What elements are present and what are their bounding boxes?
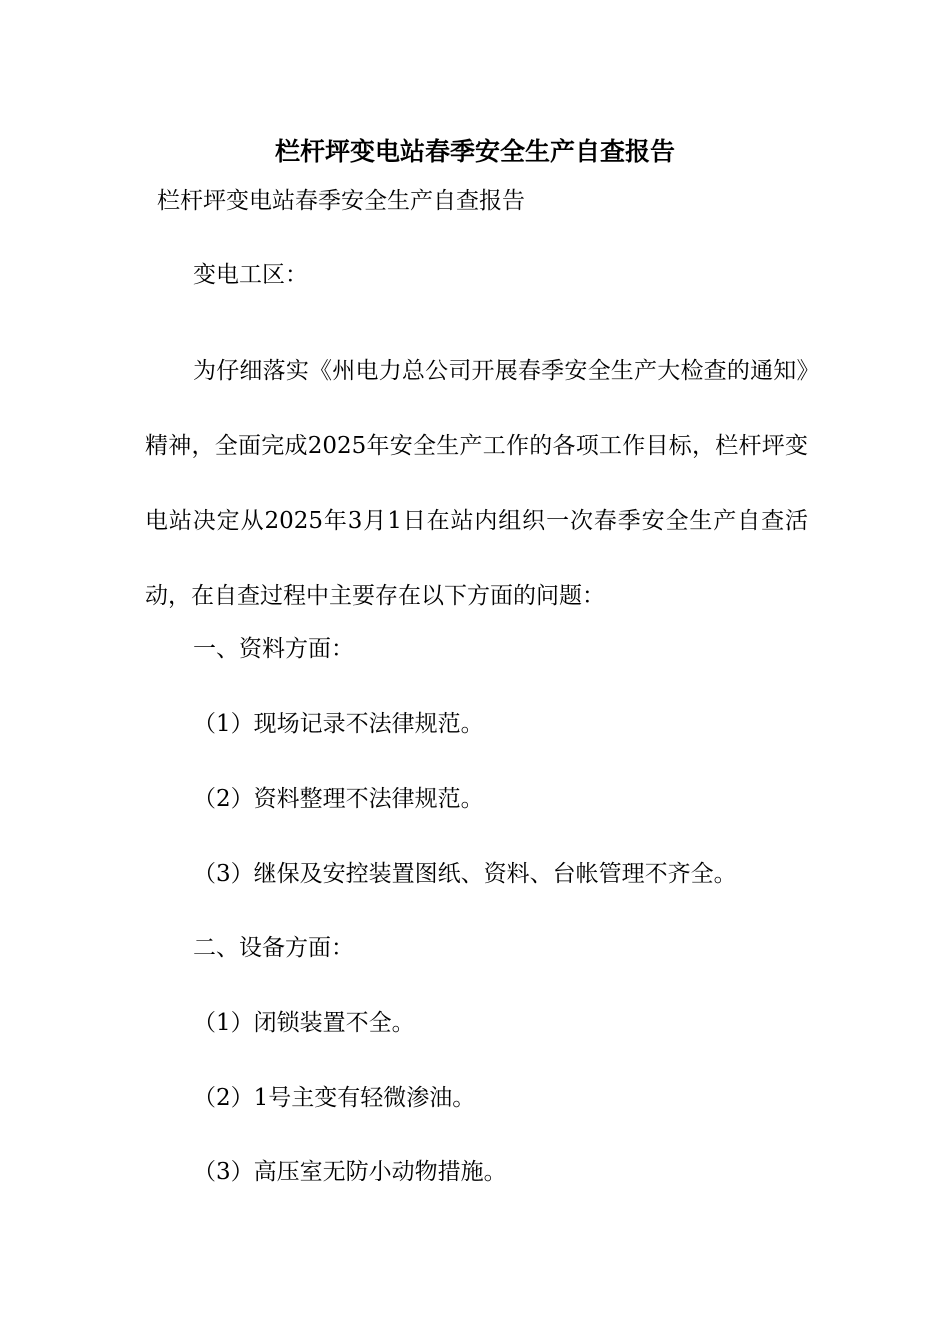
section-heading-equipment: 二、设备方面：: [193, 935, 354, 961]
list-item: （2）1号主变有轻微渗油。: [193, 1085, 476, 1111]
document-title: 栏杆坪变电站春季安全生产自查报告: [274, 137, 675, 166]
list-item: （1）闭锁装置不全。: [193, 1010, 415, 1036]
list-item: （3）继保及安控装置图纸、资料、台帐管理不齐全。: [193, 861, 737, 887]
greeting: 变电工区：: [193, 262, 308, 288]
intro-paragraph: 为仔细落实《州电力总公司开展春季安全生产大检查的通知》精神，全面完成2025年安全生产工作的各项工作目标，栏杆坪变电站决定从2025年3月1日在站内组织一次春季安全生产自查活动，在自查过程中主要存在以下方面的问题：: [145, 358, 808, 609]
document-subtitle: 栏杆坪变电站春季安全生产自查报告: [157, 188, 525, 214]
list-item: （2）资料整理不法律规范。: [193, 786, 484, 812]
section-heading-documents: 一、资料方面：: [193, 636, 354, 662]
list-item: （1）现场记录不法律规范。: [193, 711, 484, 737]
list-item: （3）高压室无防小动物措施。: [193, 1159, 507, 1185]
